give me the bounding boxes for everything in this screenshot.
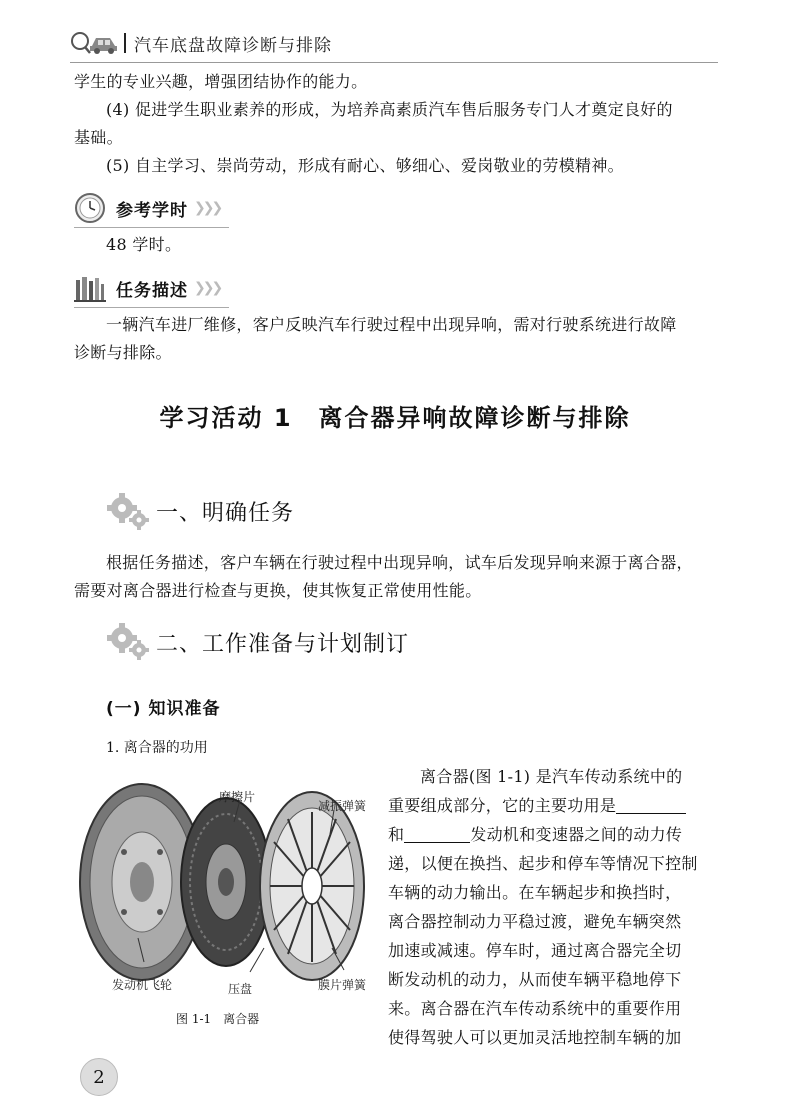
task-desc-line: 一辆汽车进厂维修，客户反映汽车行驶过程中出现异响，需对行驶系统进行故障 [106, 315, 677, 334]
subsection-heading: (一) 知识准备 [106, 699, 221, 719]
intro-line: (4) 促进学生职业素养的形成，为培养高素质汽车售后服务专门人才奠定良好的 [106, 100, 673, 119]
body-line: 使得驾驶人可以更加灵活地控制车辆的加 [388, 1028, 682, 1047]
pressure-plate-illustration [260, 792, 367, 980]
section1-line: 根据任务描述，客户车辆在行驶过程中出现异响，试车后发现异响来源于离合器， [106, 553, 693, 572]
badge-rule [74, 227, 229, 228]
label-damper-spring: 减振弹簧 [318, 799, 367, 813]
study-hours-badge [74, 188, 220, 228]
label-pressure-plate: 压盘 [228, 982, 253, 996]
chevrons-icon: ❯❯❯ [194, 280, 221, 296]
header-divider [124, 33, 126, 53]
task-desc-label: 任务描述 [116, 280, 188, 301]
section2-heading: 二、工作准备与计划制订 [156, 632, 410, 657]
item1-heading: 1. 离合器的功用 [106, 740, 208, 756]
section1-line: 需要对离合器进行检查与更换，使其恢复正常使用性能。 [74, 581, 482, 600]
section1-heading: 一、明确任务 [156, 501, 295, 526]
badge-rule [74, 307, 229, 308]
clock-icon [74, 192, 106, 224]
label-flywheel: 发动机飞轮 [112, 978, 173, 992]
friction-plate-illustration [181, 798, 271, 966]
intro-text [74, 68, 724, 180]
books-icon [74, 272, 106, 304]
task-desc-line: 诊断与排除。 [74, 343, 172, 362]
intro-line: 基础。 [74, 128, 123, 147]
body-line: 重要组成部分，它的主要功用是 [388, 791, 718, 820]
body-line: 断发动机的动力，从而使车辆平稳地停下 [388, 970, 682, 989]
fill-blank[interactable] [404, 824, 470, 843]
gears-icon [106, 620, 150, 660]
chevrons-icon: ❯❯❯ [194, 200, 221, 216]
intro-line: (5) 自主学习、崇尚劳动，形成有耐心、够细心、爱岗敬业的劳模精神。 [106, 156, 624, 175]
body-line: 和 发动机和变速器之间的动力传 [388, 825, 683, 844]
figure-caption: 图 1-1 离合器 [176, 1012, 260, 1026]
body-line: 加速或减速。停车时，通过离合器完全切 [388, 941, 682, 960]
page-number: 2 [93, 1066, 105, 1088]
activity-title: 学习活动 1 离合器异响故障诊断与排除 [159, 404, 631, 432]
page-number-badge [80, 1058, 118, 1096]
header-rule [70, 62, 718, 63]
body-line: 离合器(图 1-1) 是汽车传动系统中的 [420, 767, 683, 786]
body-text [388, 762, 718, 1052]
body-line: 来。离合器在汽车传动系统中的重要作用 [388, 999, 682, 1018]
section1-text [74, 549, 734, 605]
gears-icon [106, 490, 150, 530]
label-diaphragm-spring: 膜片弹簧 [318, 978, 367, 992]
study-hours-label: 参考学时 [116, 200, 188, 221]
fill-blank[interactable] [616, 795, 686, 814]
header-title: 汽车底盘故障诊断与排除 [134, 36, 332, 56]
intro-line: 学生的专业兴趣，增强团结协作的能力。 [74, 72, 368, 91]
task-desc-text [74, 311, 724, 367]
task-desc-badge [74, 268, 220, 308]
body-line: 递，以便在换挡、起步和停车等情况下控制 [388, 854, 698, 873]
body-line: 离合器控制动力平稳过渡，避免车辆突然 [388, 912, 682, 931]
study-hours-value: 48 学时。 [106, 235, 182, 254]
label-friction-plate: 摩擦片 [219, 790, 256, 804]
body-line: 车辆的动力输出。在车辆起步和换挡时， [388, 883, 682, 902]
car-magnifier-logo-icon [70, 28, 120, 56]
